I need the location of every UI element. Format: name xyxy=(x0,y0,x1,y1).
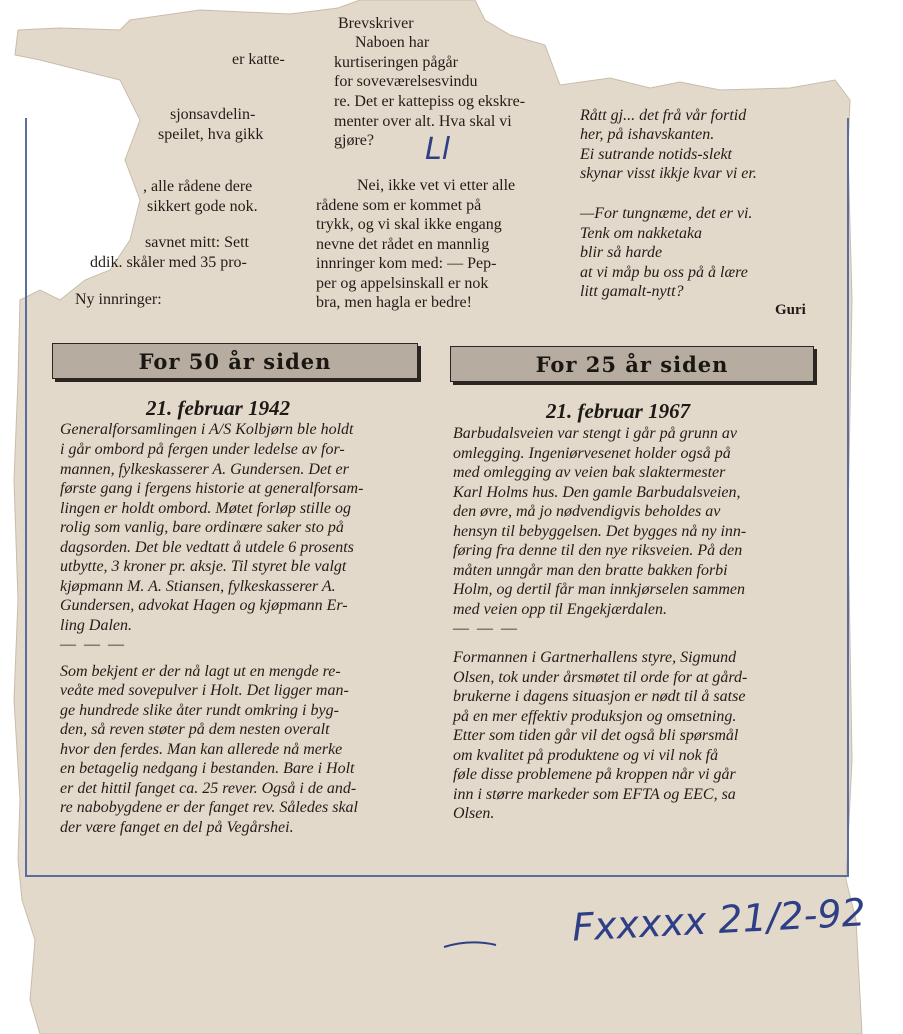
right-p1-line: måten unngår man den bratte bakken forbi xyxy=(453,562,728,579)
left-p1-line: dagsorden. Det ble vedtatt å utdele 6 prosents xyxy=(60,539,354,556)
right-p1-line: føring fra denne til den nye riksveien. På den xyxy=(453,542,743,559)
middle-line-6: menter over alt. Hva skal vi xyxy=(334,113,512,130)
left-line-1: er katte- xyxy=(232,51,285,68)
right-p1-line: hensyn til bebyggelsen. Det bygges nå ny inn- xyxy=(453,523,747,540)
left-p1-line: i går ombord på fergen under ledelse av for- xyxy=(60,441,345,458)
middle-line-5: re. Det er kattepiss og ekskre- xyxy=(334,93,526,110)
poem-line-9: at vi måp bu oss på å lære xyxy=(580,264,748,281)
header-right: For 25 år siden xyxy=(535,351,729,377)
right-p2-line: på en mer effektiv produksjon og omsetning. xyxy=(453,708,737,725)
right-p2-line: føle disse problemene på kroppen når vi går xyxy=(453,766,736,783)
middle-line-3: kurtiseringen pågår xyxy=(334,54,458,71)
poem-line-10: litt gamalt-nytt? xyxy=(580,283,684,300)
right-p1-line: omlegging. Ingeniørvesenet holder også på xyxy=(453,445,731,462)
left-p2-line: den, så reven støter på dem nesten overalt xyxy=(60,721,330,738)
poem-line-7: Tenk om nakketaka xyxy=(580,225,703,242)
middle-line-11: nevne det rådet en mannlig xyxy=(316,236,490,253)
right-p2-line: Formannen i Gartnerhallens styre, Sigmund xyxy=(453,649,737,666)
right-p1-line: med veien opp til Engekjærdalen. xyxy=(453,601,668,618)
middle-line-10: trykk, og vi skal ikke engang xyxy=(316,216,502,233)
left-p2-line: hvor den ferdes. Man kan allerede nå merke xyxy=(60,741,343,758)
left-p2-line: er det hittil fanget ca. 25 rever. Også i de and- xyxy=(60,780,357,797)
left-p1-line: kjøpmann M. A. Stiansen, fylkeskasserer A. xyxy=(60,578,336,595)
header-box-right xyxy=(450,346,814,382)
middle-line-12: innringer kom med: — Pep- xyxy=(316,255,497,272)
right-p1-line: Barbudalsveien var stengt i går på grunn av xyxy=(453,425,737,442)
middle-line-14: bra, men hagla er bedre! xyxy=(316,294,472,311)
left-line-8: Ny innringer: xyxy=(75,291,162,308)
left-line-4: , alle rådene dere xyxy=(143,178,253,195)
right-p2-line: Olsen, tok under årsmøtet til orde for at gård- xyxy=(453,669,748,686)
right-p1-line: den øvre, må jo nødvendigvis beholdes av xyxy=(453,503,721,520)
left-p1-line: Gundersen, advokat Hagen og kjøpmann Er- xyxy=(60,597,348,614)
left-p2-line: en betagelig nedgang i bestanden. Bare i Holt xyxy=(60,760,355,777)
right-p1-line: Karl Holms hus. Den gamle Barbudalsveien, xyxy=(453,484,741,501)
date-right: 21. februar 1967 xyxy=(546,399,691,423)
right-p1-line: med omlegging av veien bak slaktermester xyxy=(453,464,726,481)
right-p2-line: brukerne i dagens situasjon er nødt til å satse xyxy=(453,688,746,705)
left-line-5: sikkert gode nok. xyxy=(147,198,258,215)
poem-line-2: her, på ishavskanten. xyxy=(580,126,715,143)
left-line-2: sjonsavdelin- xyxy=(170,106,256,123)
date-left: 21. februar 1942 xyxy=(146,396,291,420)
middle-line-7: gjøre? xyxy=(334,132,374,149)
left-p2-line: re nabobygdene er der fanget rev. Således skal xyxy=(60,799,358,816)
handwritten-date-note: Fxxxxx 21/2-92 xyxy=(571,890,867,950)
left-line-6: savnet mitt: Sett xyxy=(145,234,249,251)
left-p1-line: Generalforsamlingen i A/S Kolbjørn ble holdt xyxy=(60,421,354,438)
right-p2-line: om kvalitet på produktene og vi vil nok få xyxy=(453,747,719,764)
middle-line-4: for soveværelsesvindu xyxy=(334,73,478,90)
left-p2-line: ge hundrede slike åter rundt omkring i byg- xyxy=(60,702,339,719)
left-p1-line: mannen, fylkeskasserer A. Gundersen. Det er xyxy=(60,461,349,478)
left-p1-line: utbytte, 3 kroner pr. aksje. Til styret ble valgt xyxy=(60,558,347,575)
middle-line-9: rådene som er kommet på xyxy=(316,197,482,214)
left-p1-line: rolig som vanlig, bare ordinære saker sto på xyxy=(60,519,344,536)
poem-line-4: skynar visst ikkje kvar vi er. xyxy=(580,165,757,182)
middle-line-2: Naboen har xyxy=(355,34,430,51)
poem-line-3: Ei sutrande notids-slekt xyxy=(580,146,732,163)
left-p1-line: ling Dalen. xyxy=(60,617,132,634)
left-p1-line: lingen er holdt ombord. Møtet forløp stille og xyxy=(60,500,351,517)
left-line-3: speilet, hva gikk xyxy=(158,126,264,143)
poem-line-6: —For tungnæme, det er vi. xyxy=(580,205,753,222)
header-left: For 50 år siden xyxy=(138,348,332,374)
left-p2-line: der være fanget en del på Vegårshei. xyxy=(60,819,294,836)
right-p2-line: Olsen. xyxy=(453,805,495,822)
left-p2-line: Som bekjent er der nå lagt ut en mengde re- xyxy=(60,663,341,680)
right-separator: — — — xyxy=(453,620,519,637)
left-p1-line: første gang i fergens historie at generalforsam- xyxy=(60,480,364,497)
right-p1-line: Holm, og dertil får man innkjørselen sammen xyxy=(453,581,745,598)
poem-line-1: Rått gj... det frå vår fortid xyxy=(580,107,747,124)
right-p2-line: Etter som tiden går vil det også bli spørsmål xyxy=(453,727,739,744)
left-line-7: ddik. skåler med 35 pro- xyxy=(90,254,247,271)
middle-line-8: Nei, ikke vet vi etter alle xyxy=(357,177,516,194)
middle-line-13: per og appelsinskall er nok xyxy=(316,275,489,292)
poem-line-8: blir så harde xyxy=(580,244,663,261)
pen-stroke xyxy=(440,935,500,955)
left-p2-line: veåte med sovepulver i Holt. Det ligger man- xyxy=(60,682,349,699)
header-box-left xyxy=(52,343,418,379)
poem-signature: Guri xyxy=(775,302,806,318)
handwritten-mark: Ll xyxy=(425,132,451,167)
left-separator: — — — xyxy=(60,636,126,653)
right-p2-line: inn i større markeder som EFTA og EEC, sa xyxy=(453,786,736,803)
middle-line-1: Brevskriver xyxy=(338,15,414,32)
